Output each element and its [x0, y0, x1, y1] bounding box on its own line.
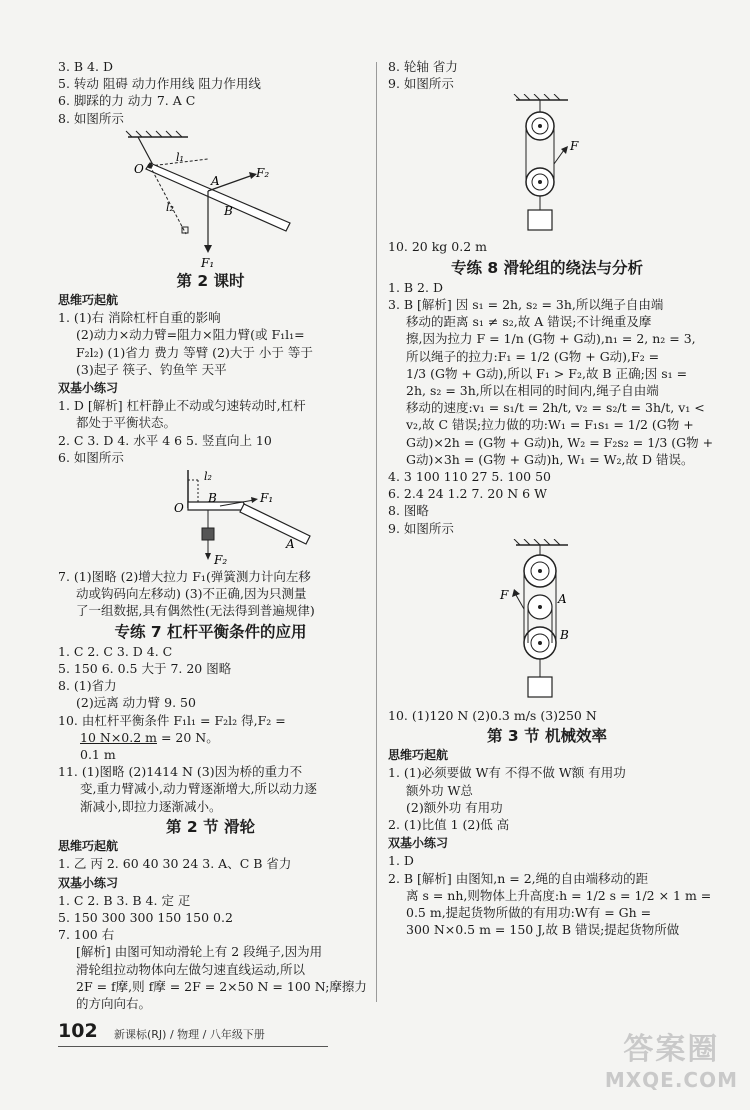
label-F2: F₂ — [214, 553, 228, 567]
answer-line: 11. (1)图略 (2)1414 N (3)因为桥的重力不 — [58, 764, 303, 780]
answer-line: 5. 转动 阻碍 动力作用线 阻力作用线 — [58, 76, 261, 92]
pulley-block-diagram-q9 — [388, 539, 698, 705]
answer-line: 0.5 m,提起货物所做的有用功:W有 = Gh = — [406, 905, 652, 921]
answer-line: 5. 150 300 300 150 150 0.2 — [58, 909, 233, 925]
page-footer — [58, 1020, 698, 1046]
answer-line: 3. B [解析] 因 s₁ = 2h, s₂ = 3h,所以绳子自由端 — [388, 297, 664, 313]
subsection-title: 双基小练习 — [58, 875, 119, 890]
answer-line: 滑轮组拉动物体向左做匀速直线运动,所以 — [76, 961, 305, 977]
label-F1: F₁ — [201, 255, 215, 269]
answer-line: 7. (1)图略 (2)增大拉力 F₁(弹簧测力计向左移 — [58, 569, 311, 585]
answer-line: 移动的速度:v₁ = s₁/t = 2h/t, v₂ = s₂/t = 3h/t, v₁ < — [406, 400, 705, 416]
answer-line: 渐减小,即拉力逐渐减小。 — [80, 798, 222, 814]
label-O: O — [134, 161, 144, 176]
section-title: 第 2 课时 — [176, 271, 245, 290]
answer-line: 离 s = nh,则物体上升高度:h = 1/2 s = 1/2 × 1 m = — [406, 887, 712, 903]
answer-line: 擦,因为拉力 F = 1/n (G物 + G动),n₁ = 2, n₂ = 3, — [406, 331, 696, 347]
label-A: A — [558, 591, 567, 606]
answer-line: 都处于平衡状态。 — [76, 415, 177, 431]
answer-line: 8. (1)省力 — [58, 678, 117, 694]
answer-line: 8. 轮轴 省力 — [388, 59, 458, 74]
answer-line: 300 N×0.5 m = 150 J,故 B 错误;提起货物所做 — [406, 922, 680, 938]
answer-line: 变,重力臂减小,动力臂逐渐增大,所以动力逐 — [80, 781, 317, 797]
answer-line: 2. C 3. D 4. 水平 4 6 5. 竖直向上 10 — [58, 432, 272, 448]
answer-line: 额外功 W总 — [406, 782, 473, 798]
answer-line: 2. B [解析] 由图知,n = 2,绳的自由端移动的距 — [388, 870, 649, 886]
answer-line: (3)起子 筷子、钓鱼竿 天平 — [76, 361, 227, 377]
footer-rule — [58, 1046, 328, 1047]
page-number: 102 — [58, 1020, 98, 1042]
fraction-denominator: 0.1 m — [80, 747, 116, 763]
answer-line: 动或钩码向左移动) (3)不正确,因为只测量 — [76, 586, 307, 602]
label-F1: F₁ — [260, 491, 274, 506]
label-l2: l₂ — [204, 470, 212, 484]
answer-line: 2F = f摩,则 f摩 = 2F = 2×50 N = 100 N;摩擦力 — [76, 978, 367, 994]
answer-line: 2h, s₂ = 3h,所以在相同的时间内,绳子自由端 — [406, 383, 659, 399]
answer-line: 1. C 2. B 3. B 4. 定 疋 — [58, 892, 191, 908]
answer-line: 7. 100 右 — [58, 927, 115, 943]
answer-line: [解析] 由图可知动滑轮上有 2 段绳子,因为用 — [76, 944, 323, 960]
answer-line: 所以绳子的拉力:F₁ = 1/2 (G物 + G动),F₂ = — [406, 348, 660, 364]
subsection-title: 双基小练习 — [388, 836, 449, 851]
answer-line: 10. 由杠杆平衡条件 F₁l₁ = F₂l₂ 得,F₂ = — [58, 712, 286, 728]
answer-line: 10. (1)120 N (2)0.3 m/s (3)250 N — [388, 707, 597, 723]
lever-diagram-q6 — [58, 468, 358, 566]
label-l1: l₁ — [176, 150, 184, 164]
lever-diagram-q8 — [58, 129, 358, 269]
answer-line: 8. 如图所示 — [58, 110, 124, 126]
answer-line: 10. 20 kg 0.2 m — [388, 239, 487, 255]
answer-line: 1. D — [388, 853, 414, 869]
label-l2: l₂ — [166, 200, 174, 214]
label-F: F — [570, 139, 579, 154]
answer-line: 4. 3 100 110 27 5. 100 50 — [388, 469, 552, 485]
answer-line: v₂,故 C 错误;拉力做的功:W₁ = F₁s₁ = 1/2 (G物 + — [406, 417, 694, 433]
answer-line: 5. 150 6. 0.5 大于 7. 20 图略 — [58, 661, 232, 677]
section-title: 第 3 节 机械效率 — [487, 727, 607, 746]
section-title: 专练 8 滑轮组的绕法与分析 — [450, 258, 644, 277]
answer-line: 1. 乙 丙 2. 60 40 30 24 3. A、C B 省力 — [58, 856, 292, 872]
left-column — [58, 58, 367, 1012]
answer-line: G动)×3h = (G物 + G动)h, W₁ = W₂,故 D 错误。 — [406, 451, 694, 467]
column-divider — [376, 62, 377, 1002]
answer-line: 1. D [解析] 杠杆静止不动或匀速转动时,杠杆 — [58, 398, 306, 414]
answer-line: 1. B 2. D — [388, 279, 443, 295]
subsection-title: 思维巧起航 — [58, 839, 119, 854]
answer-line: 6. 2.4 24 1.2 7. 20 N 6 W — [388, 486, 547, 502]
pulley-diagram-q9 — [388, 94, 698, 236]
section-title: 专练 7 杠杆平衡条件的应用 — [114, 622, 307, 641]
watermark-line2: MXQE.COM — [604, 1068, 738, 1092]
answer-line: 8. 图略 — [388, 503, 429, 519]
watermark — [605, 1024, 738, 1092]
label-A: A — [286, 537, 295, 552]
subsection-title: 思维巧起航 — [58, 293, 119, 308]
answer-line: 3. B 4. D — [58, 59, 113, 74]
label-B: B — [208, 491, 217, 506]
answer-line: (2)远离 动力臂 9. 50 — [76, 695, 196, 711]
answer-line: 1. (1)必须要做 W有 不得不做 W额 有用功 — [388, 765, 626, 781]
book-info: 新课标(RJ) / 物理 / 八年级下册 — [114, 1028, 265, 1041]
label-A: A — [211, 173, 220, 188]
answer-line: 2. (1)比值 1 (2)低 高 — [388, 817, 510, 833]
answer-line: 6. 如图所示 — [58, 449, 124, 465]
label-F: F — [500, 587, 509, 602]
label-B: B — [224, 203, 233, 218]
label-O: O — [174, 501, 184, 516]
label-F2: F₂ — [256, 165, 270, 180]
answer-line: 9. 如图所示 — [388, 520, 454, 536]
answer-line: (2)额外功 有用功 — [406, 799, 503, 815]
right-column — [388, 58, 714, 939]
answer-line: G动)×2h = (G物 + G动)h, W₂ = F₂s₂ = 1/3 (G物 + — [406, 434, 714, 450]
answer-line: 的方向向右。 — [76, 995, 152, 1011]
section-title: 第 2 节 滑轮 — [166, 817, 255, 836]
answer-line: 9. 如图所示 — [388, 76, 454, 92]
subsection-title: 双基小练习 — [58, 381, 119, 396]
answer-line: 了一组数据,具有偶然性(无法得到普遍规律) — [76, 603, 315, 619]
answer-line: (2)动力×动力臂=阻力×阻力臂(或 F₁l₁= — [76, 327, 305, 343]
label-B: B — [560, 627, 569, 642]
watermark-line1: 答案圈 — [623, 1032, 720, 1067]
answer-line: 1. C 2. C 3. D 4. C — [58, 643, 173, 659]
answer-line: 1/3 (G物 + G动),所以 F₁ > F₂,故 B 正确;因 s₁ = — [406, 365, 688, 381]
subsection-title: 思维巧起航 — [388, 748, 449, 763]
answer-line: 1. (1)右 消除杠杆自重的影响 — [58, 310, 221, 326]
answer-line: 移动的距离 s₁ ≠ s₂,故 A 错误;不计绳重及摩 — [406, 314, 652, 330]
fraction-numerator: 10 N×0.2 m = 20 N。 — [80, 729, 219, 745]
answer-line: F₂l₂) (1)省力 费力 等臂 (2)大于 小于 等于 — [76, 344, 313, 360]
answer-line: 6. 脚踩的力 动力 7. A C — [58, 93, 196, 109]
